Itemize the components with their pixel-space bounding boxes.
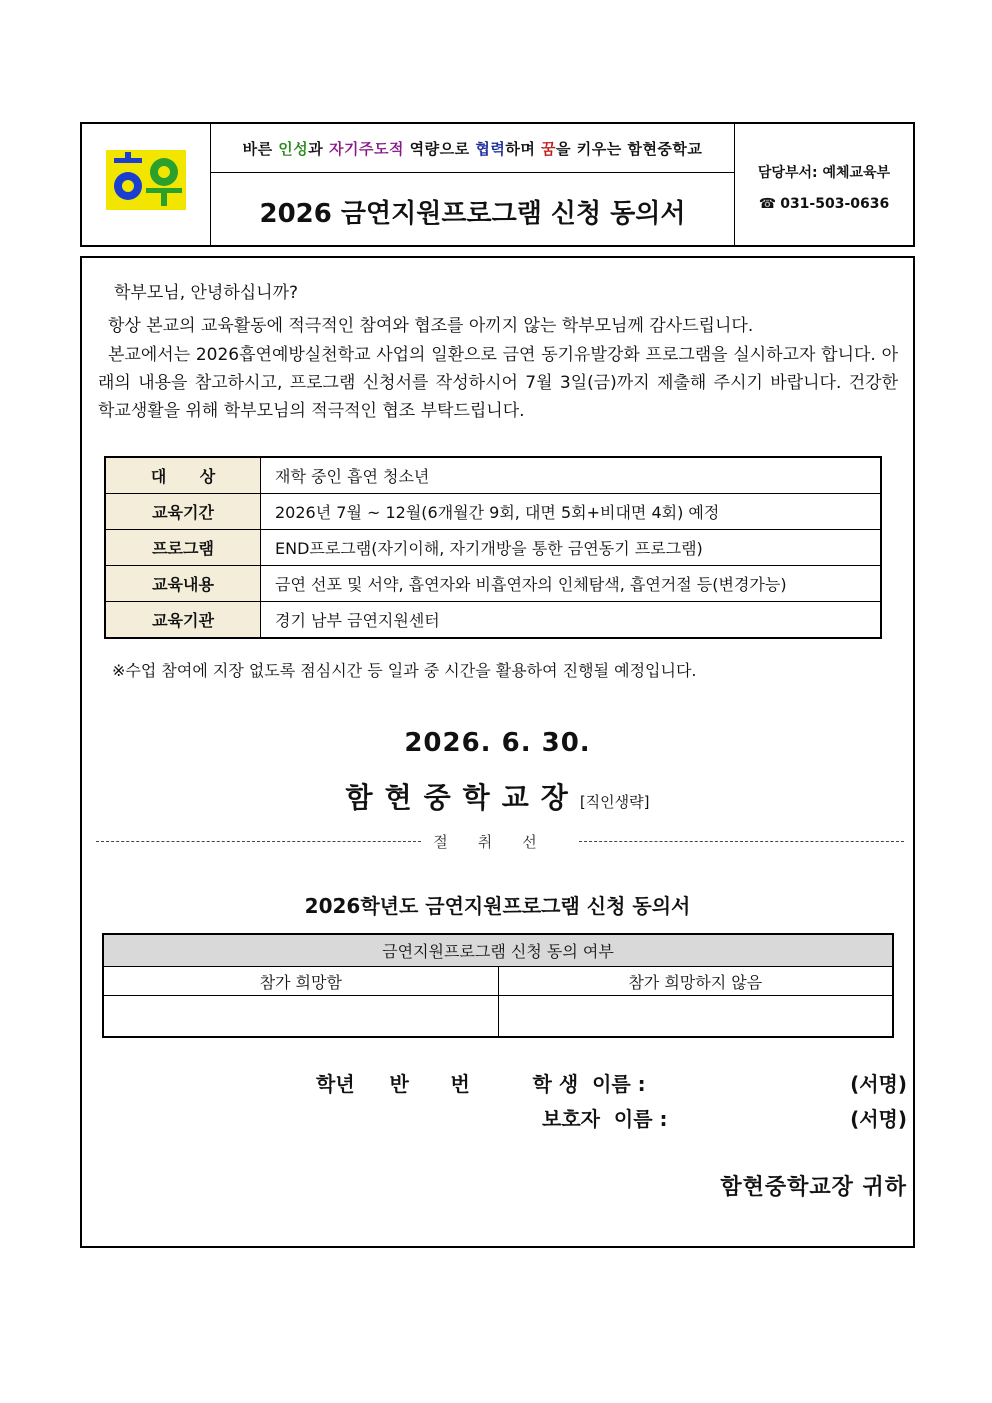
slogan-segment: 자기주도적	[329, 139, 404, 158]
cut-line-label: 절취선	[433, 832, 567, 851]
paragraph-announcement: 본교에서는 2026흡연예방실천학교 사업의 일환으로 금연 동기유발강화 프로그램을 실시하고자 합니다. 아래의 내용을 참고하시고, 프로그램 신청서를 작성하시어 7월 3일(금)까지 제출해 주시기 바랍니다. 건강한 학교생활을 위해 학부모님의 적극적인 협조 부탁드립니다.	[98, 345, 898, 421]
info-label: 프로그램	[105, 530, 261, 566]
greeting: 학부모님, 안녕하십니까?	[114, 283, 299, 303]
cut-line-dash-left	[96, 841, 421, 842]
slogan-segment: 바른	[242, 139, 279, 158]
document-header	[80, 122, 915, 247]
slogan-segment: 인성	[278, 139, 309, 158]
student-info-line: 학년 반 번 학 생 이름 :	[316, 1072, 646, 1096]
option-participate: 참가 희망함	[103, 967, 498, 996]
addressee: 함현중학교장 귀하	[720, 1175, 907, 1200]
program-info-table	[104, 456, 882, 639]
slogan-segment: 과	[308, 139, 329, 158]
cut-line-dash-right	[579, 841, 904, 842]
phone-row	[759, 196, 890, 212]
slogan-segment: 꿈	[541, 139, 557, 158]
participate-check-box[interactable]	[103, 996, 498, 1038]
title-cell	[211, 124, 735, 245]
document-title: 2026 금연지원프로그램 신청 동의서	[259, 198, 686, 229]
info-value: 금연 선포 및 서약, 흡연자와 비흡연자의 인체탐색, 흡연거절 등(변경가능)	[261, 566, 882, 602]
info-label: 교육기관	[105, 602, 261, 639]
info-label: 교육기간	[105, 494, 261, 530]
info-value: 재학 중인 흡연 청소년	[261, 457, 882, 494]
slogan-segment: 협력	[475, 139, 506, 158]
consent-table	[102, 933, 894, 1038]
info-value: 2026년 7월 ~ 12월(6개월간 9회, 대면 5회+비대면 4회) 예정	[261, 494, 882, 530]
school-slogan	[211, 124, 734, 173]
principal-line	[82, 776, 913, 816]
slogan-segment: 역량으로	[403, 139, 476, 158]
info-row	[105, 530, 881, 566]
schedule-note: ※수업 참여에 지장 없도록 점심시간 등 일과 중 시간을 활용하여 진행될 예정입니다.	[112, 661, 697, 680]
letter-body	[80, 256, 915, 1248]
slogan-segment: 을 키우는 함현중학교	[556, 139, 703, 158]
info-value: 경기 남부 금연지원센터	[261, 602, 882, 639]
info-row	[105, 457, 881, 494]
info-label: 교육내용	[105, 566, 261, 602]
school-logo	[106, 150, 186, 210]
paragraph-thanks: 항상 본교의 교육활동에 적극적인 참여와 협조를 아끼지 않는 학부모님께 감사드립니다.	[108, 316, 754, 336]
consent-table-header: 금연지원프로그램 신청 동의 여부	[103, 934, 893, 967]
department-label: 담당부서: 예체교육부	[757, 164, 891, 181]
contact-cell	[735, 124, 913, 245]
guardian-signature-mark[interactable]: (서명)	[850, 1107, 907, 1131]
consent-form-title: 2026학년도 금연지원프로그램 신청 동의서	[304, 894, 691, 918]
decline-check-box[interactable]	[498, 996, 893, 1038]
logo-cell	[82, 124, 211, 245]
option-decline: 참가 희망하지 않음	[498, 967, 893, 996]
info-value: END프로그램(자기이해, 자기개방을 통한 금연동기 프로그램)	[261, 530, 882, 566]
info-row	[105, 602, 881, 639]
seal-note: [직인생략]	[579, 793, 650, 811]
guardian-name-line: 보호자 이름 :	[542, 1107, 668, 1131]
phone-icon: ☎	[758, 195, 777, 212]
info-row	[105, 566, 881, 602]
slogan-segment: 하며	[505, 139, 542, 158]
info-label: 대 상	[105, 457, 261, 494]
issue-date: 2026. 6. 30.	[404, 728, 591, 758]
cut-line	[96, 830, 904, 852]
student-signature-mark[interactable]: (서명)	[850, 1072, 907, 1096]
info-row	[105, 494, 881, 530]
principal-name: 함현중학교장	[345, 781, 580, 814]
phone-number: 031-503-0636	[780, 195, 890, 212]
